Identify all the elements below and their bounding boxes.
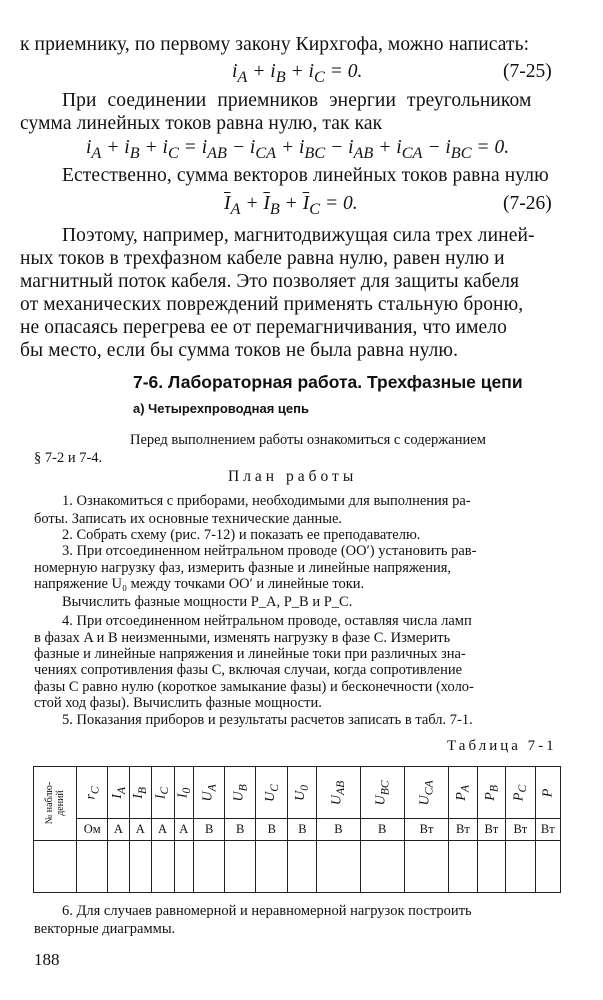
- table-empty-cell: [34, 841, 77, 893]
- table-header-cell: $U_{AB}$: [317, 767, 360, 819]
- table-empty-cell: [360, 841, 404, 893]
- paragraph-2-line: Естественно, сумма векторов линейных токов равна нулю: [62, 165, 549, 186]
- table-unit-cell: Вт: [449, 819, 477, 841]
- plan-item-line-12: фазы C равно нулю (короткое замыкание фазы) и бесконечности (холо-: [34, 679, 474, 695]
- plan-item-line-11: чениях сопротивления фазы C, включая случаи, когда сопротивление: [34, 662, 463, 678]
- table-header-cell: $I_0$: [174, 767, 194, 819]
- table-empty-cell: [288, 841, 317, 893]
- table-unit-cell: Вт: [404, 819, 448, 841]
- paragraph-3-line-3: магнитный поток кабеля. Это позволяет для защиты кабеля: [20, 271, 520, 292]
- table-unit-cell: В: [317, 819, 360, 841]
- table-header-cell: № наблю- дений: [34, 767, 77, 841]
- plan-item-line-2: боты. Записать их основные технические данные.: [34, 511, 343, 527]
- table-header-cell: $I_B$: [129, 767, 151, 819]
- item-6-line-1: 6. Для случаев равномерной и неравномерной нагрузок построить: [62, 903, 472, 919]
- table-header-cell: $U_C$: [256, 767, 288, 819]
- table-header-cell: $P_B$: [477, 767, 505, 819]
- table-empty-row: [34, 841, 561, 893]
- formula-7-25: $i_A + i_B + i_C = 0$.: [232, 61, 363, 86]
- table-empty-cell: [404, 841, 448, 893]
- table-empty-cell: [129, 841, 151, 893]
- table-unit-cell: А: [151, 819, 174, 841]
- table-unit-cell: Ом: [77, 819, 108, 841]
- plan-title: План работы: [228, 468, 358, 485]
- table-header-cell: $U_B$: [225, 767, 256, 819]
- table-unit-cell: В: [256, 819, 288, 841]
- table-empty-cell: [151, 841, 174, 893]
- plan-item-line-10: фазные и линейные напряжения и линейные токи при различных зна-: [34, 646, 466, 662]
- table-empty-cell: [449, 841, 477, 893]
- page-number: 188: [34, 950, 60, 969]
- table-header-cell: P: [535, 767, 560, 819]
- table-unit-cell: Вт: [477, 819, 505, 841]
- intro-line-2: § 7-2 и 7-4.: [34, 450, 103, 466]
- table-units-row: [34, 819, 561, 841]
- paragraph-3-line-5: не опасаясь перегрева ее от перемагничивания, что имело: [20, 317, 507, 338]
- table-header-row: [34, 767, 561, 819]
- equation-number-7-25: (7-25): [503, 61, 552, 82]
- table-unit-cell: Вт: [506, 819, 536, 841]
- table-empty-cell: [477, 841, 505, 893]
- plan-item-line-14: 5. Показания приборов и результаты расчетов записать в табл. 7-1.: [62, 712, 473, 728]
- equation-number-7-26: (7-26): [503, 193, 552, 214]
- table-empty-cell: [256, 841, 288, 893]
- table-header-cell: $U_0$: [288, 767, 317, 819]
- section-title: 7-6. Лабораторная работа. Трехфазные цепи: [133, 372, 523, 392]
- subsection-title: а) Четырехпроводная цепь: [133, 401, 309, 416]
- plan-item-line-13: стой ход фазы). Вычислить фазные мощности.: [34, 695, 322, 711]
- plan-item-line-5: номерную нагрузку фаз, измерить фазные и линейные напряжения,: [34, 560, 452, 576]
- table-empty-cell: [108, 841, 130, 893]
- table-empty-cell: [225, 841, 256, 893]
- table-header-cell: $U_A$: [194, 767, 225, 819]
- paragraph-3-line-1: Поэтому, например, магнитодвижущая сила трех линей-: [62, 225, 535, 246]
- paragraph-3-line-4: от механических повреждений применять стальную броню,: [20, 294, 524, 315]
- plan-item-line-1: 1. Ознакомиться с приборами, необходимыми для выполнения ра-: [62, 493, 471, 509]
- table-header-cell: $I_C$: [151, 767, 174, 819]
- table-header-cell: $I_A$: [108, 767, 130, 819]
- table-header-cell: $P_A$: [449, 767, 477, 819]
- table-empty-cell: [194, 841, 225, 893]
- plan-item-line-6: напряжение U₀ между точками OO′ и линейные токи.: [34, 576, 365, 592]
- plan-item-line-9: в фазах A и B неизменными, изменять нагрузку в фазе C. Измерить: [34, 630, 451, 646]
- paragraph-1-line-1: При соединении приемников энергии треугольником: [62, 90, 532, 111]
- table-empty-cell: [506, 841, 536, 893]
- table-unit-cell: В: [288, 819, 317, 841]
- table-unit-cell: В: [360, 819, 404, 841]
- intro-line-1: Перед выполнением работы ознакомиться с содержанием: [130, 432, 486, 448]
- table-empty-cell: [535, 841, 560, 893]
- item-6-line-2: векторные диаграммы.: [34, 921, 176, 937]
- table-empty-cell: [317, 841, 360, 893]
- table-header-cell: $U_{CA}$: [404, 767, 448, 819]
- table-unit-cell: А: [129, 819, 151, 841]
- table-caption: Таблица 7-1: [447, 738, 557, 754]
- plan-item-line-4: 3. При отсоединенном нейтральном проводе (OO′) установить рав-: [62, 543, 477, 559]
- table-unit-cell: Вт: [535, 819, 560, 841]
- table-empty-cell: [77, 841, 108, 893]
- table-empty-cell: [174, 841, 194, 893]
- formula-7-26: $\overline{I}_A + \overline{I}_B + \overline{I}_C = 0$.: [224, 193, 358, 218]
- table-unit-cell: В: [194, 819, 225, 841]
- table-header-cell: $P_C$: [506, 767, 536, 819]
- measurement-table: [33, 766, 561, 893]
- paragraph-3-line-6: бы место, если бы сумма токов не была равна нулю.: [20, 340, 459, 361]
- plan-item-line-8: 4. При отсоединенном нейтральном проводе, оставляя числа ламп: [62, 613, 472, 629]
- formula-sum-currents: $i_A + i_B + i_C = i_{AB} - i_{CA} + i_{BC} - i_{AB} + i_{CA} - i_{BC} = 0$.: [86, 137, 510, 162]
- plan-item-line-3: 2. Собрать схему (рис. 7-12) и показать ее преподавателю.: [62, 527, 421, 543]
- table-unit-cell: В: [225, 819, 256, 841]
- paragraph-3-line-2: ных токов в трехфазном кабеле равна нулю, равен нулю и: [20, 248, 505, 269]
- table-unit-cell: А: [108, 819, 130, 841]
- table-unit-cell: А: [174, 819, 194, 841]
- table-header-cell: $U_{BC}$: [360, 767, 404, 819]
- plan-item-line-7: Вычислить фазные мощности P_A, P_B и P_C.: [62, 594, 353, 610]
- paragraph-1-line-2: сумма линейных токов равна нулю, так как: [20, 113, 383, 134]
- table-header-cell: $r_C$: [77, 767, 108, 819]
- text-line-1: к приемнику, по первому закону Кирхгофа, можно написать:: [20, 34, 530, 55]
